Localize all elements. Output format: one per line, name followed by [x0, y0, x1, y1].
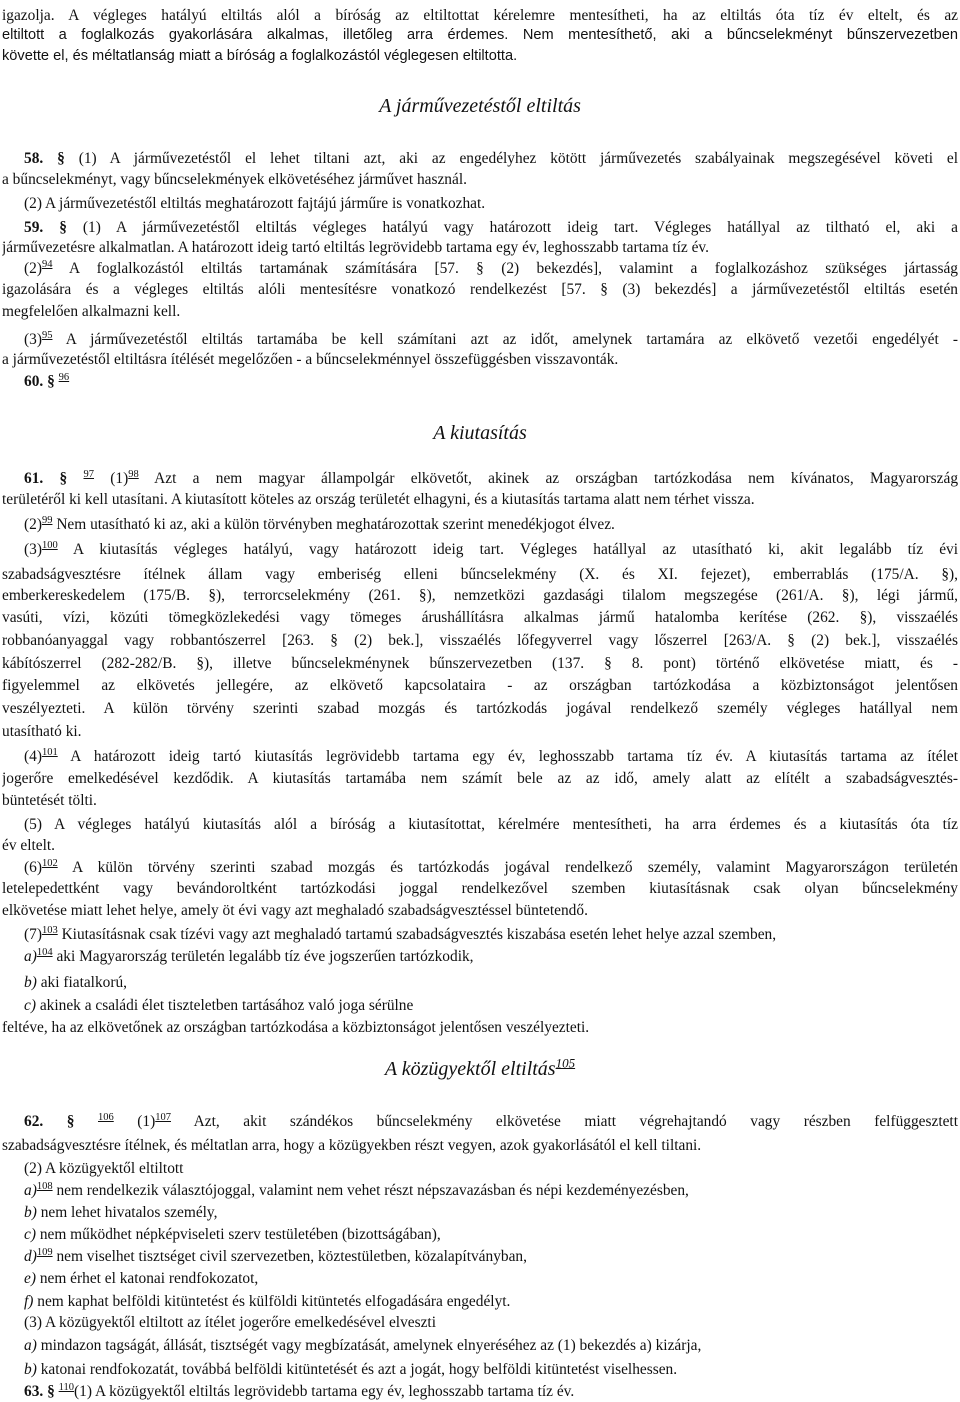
paragraph-marker: a) — [24, 1182, 37, 1199]
line-text: mindazon tagságát, állását, tisztségét vagy megbízatását, amelynek elnyeréséhez az (1) bekezdés a) kizárja, — [40, 1337, 702, 1354]
line-text: igazolására és a végleges eltiltás alóli mentesítésre vonatkozó rendelkezést [57. § (3) bekezdés] a járművezetéstől eltiltás esetén — [2, 281, 958, 298]
line-text: aki fiatalkorú, — [40, 974, 128, 991]
text-line — [2, 699, 958, 719]
line-text: megfelelően alkalmazni kell. — [2, 303, 181, 320]
section-number: 61. § — [24, 470, 68, 487]
paragraph-marker: b) — [24, 974, 37, 991]
paragraph-marker: (2) — [24, 516, 42, 533]
section-number: 58. § — [24, 150, 65, 167]
line-text: (2) A közügyektől eltiltott — [24, 1160, 184, 1177]
text-line — [24, 540, 958, 560]
text-line — [2, 836, 958, 856]
line-text: nem viselhet tisztséget civil szervezetben, köztestületben, közalapítványban, — [56, 1248, 527, 1265]
heading-text: A közügyektől eltiltás — [384, 1058, 556, 1080]
line-text: a bűncselekményt, vagy bűncselekmények elkövetéséhez járművet használ. — [2, 171, 467, 188]
text-line — [2, 350, 958, 370]
footnote-link[interactable]: 97 — [83, 469, 94, 480]
line-text: elkövetése miatt lehet helye, amely öt évi vagy azt meghaladó szabadságvesztéssel büntetendő. — [2, 902, 588, 919]
section-number: 59. § — [24, 219, 67, 236]
line-text: igazolja. A végleges hatályú eltiltás alól a bíróság az eltiltottat kérelemre mentesítheti, ha az eltiltás óta tíz év eltelt, és az — [2, 7, 958, 24]
text-line — [2, 901, 958, 921]
text-line — [2, 769, 958, 789]
line-text: (3) A közügyektől eltiltott az ítélet jogerőre emelkedésével elveszti — [24, 1314, 436, 1331]
line-text: A határozott ideig tartó kiutasítás legrövidebb tartama egy év, leghosszabb tartama tíz év. A kiutasítás tartama az ítélet — [70, 748, 958, 765]
text-line — [24, 815, 958, 835]
text-line — [24, 515, 958, 535]
line-text: A kiutasítás végleges hatályú, vagy határozott ideig tart. Végleges hatállyal az utasítható ki, akit legalább tíz évi — [73, 541, 958, 558]
line-text: (1) A járművezetéstől eltiltás végleges hatályú vagy határozott ideig tart. Végleges hatállyal az tiltható el, aki a — [82, 219, 958, 236]
footnote-link[interactable]: 106 — [98, 1112, 114, 1123]
text-line — [24, 1112, 958, 1132]
section-heading — [0, 94, 960, 118]
line-text: (1) A járművezetéstől el lehet tiltani azt, aki az engedélyhez kötött járművezetés szabályainak megszegésével követi el — [78, 150, 958, 167]
text-line — [2, 586, 958, 606]
paragraph-marker: f) — [24, 1293, 34, 1310]
text-line — [24, 1269, 958, 1289]
paragraph-marker: e) — [24, 1270, 36, 1287]
footnote-link[interactable]: 101 — [41, 747, 58, 758]
paragraph-marker: (4) — [24, 748, 42, 765]
text-line — [2, 170, 958, 190]
line-text: feltéve, ha az elkövetőnek az országban tartózkodása a közbiztonságot jelentősen veszélyezteti. — [2, 1019, 590, 1036]
line-text: (2) A járművezetéstől eltiltás meghatározott fajtájú járműre is vonatkozhat. — [24, 195, 486, 212]
text-line — [24, 194, 958, 214]
text-line — [24, 1181, 958, 1201]
line-text: Azt a nem magyar állampolgár elkövetőt, akinek az országban tartózkodása nem kívánatos, Magyarország — [154, 470, 958, 487]
section-number: 63. § — [24, 1383, 55, 1400]
line-text: szabadságvesztésre ítélnek, és méltatlan arra, hogy a közügyekben részt vegyen, azok gyakorlásától el kell tiltani. — [2, 1137, 702, 1154]
footnote-link[interactable]: 94 — [41, 259, 53, 270]
text-line — [2, 1018, 958, 1038]
paragraph-marker: a) — [24, 1337, 37, 1354]
text-line — [2, 302, 958, 322]
text-line — [2, 879, 958, 899]
text-line — [24, 747, 958, 767]
line-text: (1) A közügyektől eltiltás legrövidebb tartama egy év, leghosszabb tartama tíz év. — [74, 1383, 575, 1400]
paragraph-marker: d) — [24, 1248, 37, 1265]
footnote-link[interactable]: 99 — [41, 515, 53, 526]
line-text: nem rendelkezik választójoggal, valamint nem vehet részt népszavazásban és népi kezdeményezésben, — [56, 1182, 689, 1199]
line-text: Kiutasításnak csak tízévi vagy azt meghaladó tartamú szabadságvesztés kiszabása esetén lehet helye azzal szemben, — [61, 926, 777, 943]
text-line — [2, 1136, 958, 1156]
line-text: nem működhet népképviseleti szerv testületében (bizottságában), — [39, 1226, 441, 1243]
paragraph-marker: (1) — [137, 1113, 156, 1130]
text-line — [24, 996, 958, 1016]
text-line — [24, 469, 958, 489]
line-text: letelepedettként vagy bevándoroltként tartózkodási joggal rendelkezővel szemben kiutasításnak csak olyan bűncselekmény — [2, 880, 958, 897]
text-line — [2, 46, 958, 66]
line-text: A járművezetéstől eltiltás tartamába be kell számítani azt az időt, amelynek tartamára az elkövető vezetői engedélyét - — [65, 331, 958, 348]
text-line — [24, 372, 958, 392]
text-line — [24, 259, 958, 279]
footnote-link[interactable]: 109 — [36, 1247, 53, 1258]
section-heading — [0, 421, 960, 445]
text-line — [2, 490, 958, 510]
line-text: akinek a családi élet tiszteletben tartásához való joga sérülne — [39, 997, 414, 1014]
text-line — [24, 973, 958, 993]
text-line — [24, 1159, 958, 1179]
text-line — [24, 1360, 958, 1380]
line-text: Azt, akit szándékos bűncselekmény elkövetése miatt végrehajtandó vagy részben felfüggesztett — [193, 1113, 958, 1130]
footnote-link[interactable]: 95 — [41, 330, 53, 341]
line-text: nem érhet el katonai rendfokozatot, — [39, 1270, 259, 1287]
line-text: év eltelt. — [2, 837, 55, 854]
paragraph-marker: (6) — [24, 859, 42, 876]
text-line — [24, 330, 958, 350]
line-text: A külön törvény szerinti szabad mozgás és tartózkodás jogával rendelkező személy, valamint Magyarországon területén — [72, 859, 958, 876]
footnote-link[interactable]: 108 — [36, 1181, 53, 1192]
line-text: eltiltott a foglalkozás gyakorlására alkalmas, illetőleg arra érdemes. Nem mentesíthető, aki a bűncselekményt bűnszervezetben — [2, 27, 958, 43]
line-text: katonai rendfokozatát, továbbá belföldi kitüntetését és azt a jogát, hogy belföldi kitüntetést viselhessen. — [40, 1361, 678, 1378]
line-text: nem kaphat belföldi kitüntetést és külföldi kitüntetés elfogadására engedélyt. — [37, 1293, 511, 1310]
line-text: (5) A végleges hatályú kiutasítás alól a bíróság a kiutasítottat, kérelmére mentesítheti, ha arra érdemes és a kiutasítás óta tíz — [24, 816, 958, 833]
footnote-link[interactable]: 102 — [41, 858, 58, 869]
paragraph-marker: (7) — [24, 926, 42, 943]
footnote-link[interactable]: 96 — [58, 372, 70, 383]
line-text: emberkereskedelem (175/B. §), terrorcselekmény (261. §), nemzetközi gazdasági tilalom megszegése (261/A. §), légi jármű, — [2, 587, 958, 604]
line-text: utasítható ki. — [2, 723, 82, 740]
heading-text: A kiutasítás — [433, 422, 527, 444]
line-text: szabadságvesztésre ítélnek állam vagy emberiség elleni bűncselekmény (X. és XI. fejezet), emberrablás (175/A. §), — [2, 566, 958, 583]
paragraph-marker: b) — [24, 1204, 37, 1221]
line-text: A foglalkozástól eltiltás tartamának számítására [57. § (2) bekezdés], valamint a foglalkozáshoz szükséges jártasság — [68, 260, 958, 277]
footnote-link[interactable]: 105 — [555, 1055, 576, 1071]
paragraph-marker: c) — [24, 997, 36, 1014]
text-line — [24, 1336, 958, 1356]
text-line — [2, 676, 958, 696]
paragraph-marker: b) — [24, 1361, 37, 1378]
section-heading — [0, 1057, 960, 1081]
paragraph-marker: (3) — [24, 331, 42, 348]
footnote-link[interactable]: 110 — [58, 1382, 75, 1393]
footnote-link[interactable]: 100 — [41, 540, 58, 551]
text-line — [2, 631, 958, 651]
text-line — [2, 25, 958, 45]
section-number: 60. § — [24, 373, 55, 390]
line-text: robbanóanyaggal vagy robbantószerrel [263. § (2) bek.], visszaélés lőfegyverrel vagy lőszerrel [263/A. § (2) bek.], visszaélés — [2, 632, 958, 649]
text-line — [2, 280, 958, 300]
paragraph-marker: a) — [24, 948, 37, 965]
text-line — [24, 858, 958, 878]
line-text: járművezetésre alkalmatlan. A határozott ideig tartó eltiltás legrövidebb tartama egy év, leghosszabb tartama tíz év. — [2, 239, 709, 256]
text-line — [24, 1382, 958, 1402]
footnote-link[interactable]: 103 — [41, 925, 58, 936]
text-line — [2, 722, 958, 742]
line-text: nem lehet hivatalos személy, — [40, 1204, 218, 1221]
text-line — [2, 238, 958, 258]
line-text: a járművezetéstől eltiltásra ítélését megelőzően - a bűncselekménnyel összefüggésben visszavonták. — [2, 351, 619, 368]
text-line — [24, 149, 958, 169]
line-text: aki Magyarország területén legalább tíz éve jogszerűen tartózkodik, — [56, 948, 474, 965]
paragraph-marker: (2) — [24, 260, 42, 277]
line-text: követte el, és méltatlanság miatt a bíróság a foglalkozástól véglegesen eltiltotta. — [2, 48, 518, 64]
text-line — [2, 6, 958, 26]
section-number: 62. § — [24, 1113, 75, 1130]
text-line — [24, 1292, 958, 1312]
text-line — [24, 1313, 958, 1333]
paragraph-marker: (1) — [110, 470, 129, 487]
line-text: figyelemmel az elkövetés jellegére, az elkövető kapcsolataira - az országban tartózkodása a közbiztonságot jelentősen — [2, 677, 958, 694]
line-text: jogerőre emelkedésével kezdődik. A kiutasítás tartamába nem számít bele az az idő, amely alatt az elítélt a szabadságvesztés- — [2, 770, 958, 787]
text-line — [2, 654, 958, 674]
paragraph-marker: (3) — [24, 541, 42, 558]
line-text: kábítószerrel (282-282/B. §), illetve bűncselekménynek bűnszervezetben (137. § 8. pont) történő elkövetése miatt, és - — [2, 655, 958, 672]
text-line — [24, 1225, 958, 1245]
text-line — [24, 1247, 958, 1267]
line-text: veszélyezteti. A külön törvény szerinti szabad mozgás és tartózkodás jogával rendelkező személy végleges hatállyal nem — [2, 700, 958, 717]
paragraph-marker: c) — [24, 1226, 36, 1243]
footnote-link[interactable]: 104 — [36, 947, 53, 958]
text-line — [2, 791, 958, 811]
footnote-link[interactable]: 98 — [128, 469, 139, 480]
line-text: Nem utasítható ki az, aki a külön törvényben meghatározottak szerint menedékjogot élvez. — [56, 516, 615, 533]
line-text: vasúti, vízi, közúti tömegközlekedési vagy tömeges árushállításra alkalmas jármű hatalomba kerítése (262. §), visszaélés — [2, 609, 958, 626]
line-text: területéről ki kell utasítani. A kiutasított köteles az ország területét elhagyni, és a kiutasítás tartama alatt nem térhet vissza. — [2, 491, 755, 508]
text-line — [24, 1203, 958, 1223]
text-line — [24, 925, 958, 945]
line-text: büntetését tölti. — [2, 792, 97, 809]
footnote-link[interactable]: 107 — [155, 1112, 171, 1123]
heading-text: A járművezetéstől eltiltás — [379, 95, 581, 117]
text-line — [2, 565, 958, 585]
text-line — [24, 218, 958, 238]
text-line — [24, 947, 958, 967]
text-line — [2, 608, 958, 628]
